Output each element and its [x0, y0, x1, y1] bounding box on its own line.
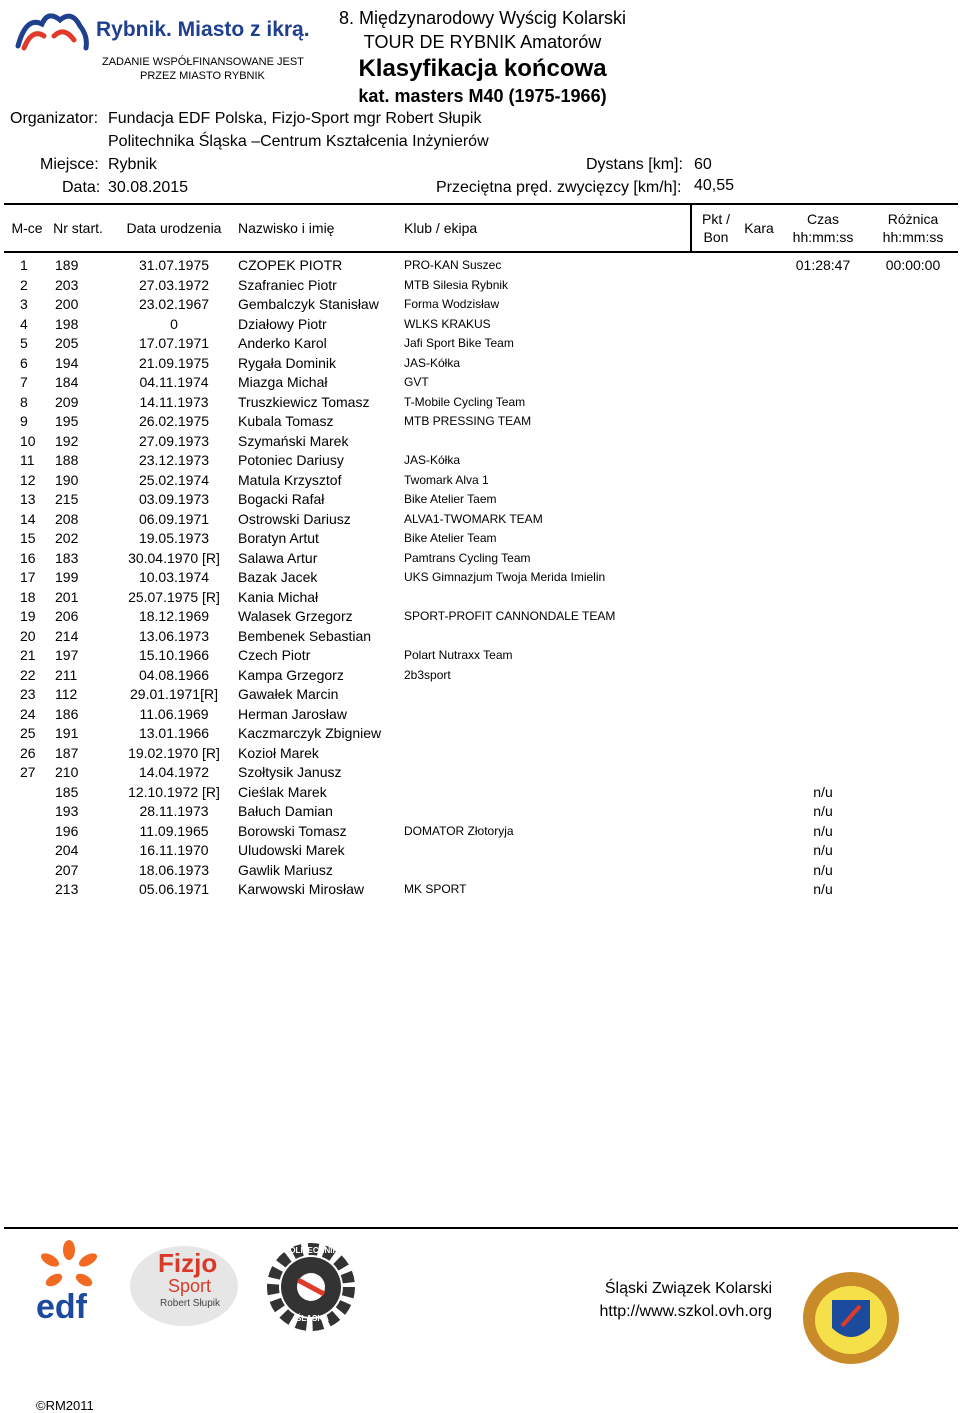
cell-nr: 192 [55, 432, 79, 449]
fizjo-logo-line3: Robert Słupik [160, 1298, 221, 1309]
cell-dob: 18.06.1973 [138, 861, 210, 878]
cell-dob: 12.10.1972 [R] [128, 783, 220, 800]
cell-nr: 186 [55, 705, 79, 722]
cell-pos: 3 [20, 296, 28, 312]
results-table [0, 256, 960, 900]
cell-pos: 7 [20, 374, 28, 390]
cell-pos: 16 [20, 549, 36, 566]
cell-club: Bike Atelier Team [404, 531, 497, 545]
cell-name: Anderko Karol [238, 335, 327, 351]
cell-name: Potoniec Dariusy [238, 452, 344, 468]
cell-name: Bałuch Damian [238, 803, 333, 819]
cell-nr: 189 [55, 257, 79, 273]
table-row [0, 315, 960, 335]
cycling-federation-badge-icon [800, 1266, 902, 1366]
cell-pos: 27 [20, 764, 36, 780]
speed-label: Przeciętna pręd. zwycięzcy [km/h]: [436, 179, 682, 196]
cell-pos: 10 [20, 432, 36, 449]
speed-value: 40,55 [694, 177, 735, 194]
cell-pos: 24 [20, 705, 36, 722]
cell-dob: 26.02.1975 [138, 413, 210, 429]
fizjo-logo-line2: Sport [168, 1276, 212, 1296]
cell-club: Jafi Sport Bike Team [404, 336, 514, 350]
organizer-label: Organizator: [10, 110, 99, 127]
cell-club: WLKS KRAKUS [404, 316, 491, 331]
table-row [0, 861, 960, 881]
cell-nr: 185 [55, 783, 79, 800]
cell-dob: 04.11.1974 [139, 374, 209, 390]
cell-name: Czech Piotr [238, 647, 311, 663]
cell-dob: 14.11.1973 [139, 393, 209, 410]
table-row [0, 724, 960, 744]
cell-pos: 20 [20, 627, 36, 644]
cell-name: Borowski Tomasz [238, 822, 347, 839]
cell-name: Bogacki Rafał [238, 491, 325, 507]
page-title: Klasyfikacja końcowa [358, 55, 607, 82]
cell-dob: 28.11.1973 [139, 803, 209, 819]
table-row [0, 256, 960, 276]
cell-club: T-Mobile Cycling Team [404, 394, 526, 409]
cell-nr: 214 [55, 627, 79, 644]
table-row [0, 822, 960, 842]
cell-diff: 00:00:00 [885, 257, 941, 273]
fizjo-sport-logo [130, 1246, 238, 1326]
table-row [0, 627, 960, 647]
table-row [0, 276, 960, 296]
cell-nr: 213 [55, 881, 79, 897]
table-row [0, 646, 960, 666]
cell-club: ALVA1-TWOMARK TEAM [404, 511, 543, 526]
table-row [0, 549, 960, 569]
cell-name: Kubala Tomasz [238, 413, 334, 429]
cell-name: Działowy Piotr [238, 315, 327, 332]
cell-dob: 13.01.1966 [138, 725, 210, 741]
distance-label: Dystans [km]: [586, 156, 683, 173]
cell-time: n/u [813, 822, 833, 839]
cell-dob: 17.07.1971 [138, 335, 210, 351]
cell-club: JAS-Kółka [404, 355, 461, 370]
cell-nr: 190 [55, 471, 79, 488]
cell-dob: 14.04.1972 [138, 764, 210, 780]
cell-nr: 183 [55, 549, 79, 566]
cell-dob: 06.09.1971 [138, 510, 210, 527]
cell-time: n/u [813, 783, 833, 800]
cell-club: GVT [404, 375, 429, 389]
cell-time: n/u [813, 803, 833, 819]
cell-nr: 195 [55, 413, 79, 429]
cell-name: Kania Michał [238, 588, 319, 605]
cell-pos: 6 [20, 354, 28, 371]
table-row [0, 432, 960, 452]
cell-pos: 8 [20, 393, 28, 410]
cell-name: Gembalczyk Stanisław [238, 296, 379, 312]
cell-pos: 25 [20, 725, 36, 741]
cell-nr: 211 [55, 666, 78, 683]
cell-club: PRO-KAN Suszec [404, 258, 502, 272]
col-dob: Data urodzenia [126, 220, 222, 236]
col-time-line1: Czas [807, 211, 839, 227]
cell-dob: 31.07.1975 [138, 257, 210, 273]
cell-pos: 26 [20, 744, 36, 761]
federation-url[interactable]: http://www.szkol.ovh.org [599, 1303, 772, 1320]
fizjo-logo-line1: Fizjo [158, 1248, 218, 1278]
place-label: Miejsce: [40, 156, 99, 173]
edf-logo [34, 1240, 104, 1324]
cell-nr: 208 [55, 510, 79, 527]
cell-time: n/u [813, 881, 833, 897]
cell-dob: 10.03.1974 [138, 569, 210, 585]
cell-pos: 21 [20, 647, 36, 663]
cell-nr: 205 [55, 335, 79, 351]
table-row [0, 295, 960, 315]
table-row [0, 490, 960, 510]
federation-info [599, 1277, 772, 1323]
cell-name: Rygała Dominik [238, 354, 337, 371]
cell-dob: 23.02.1967 [138, 296, 210, 312]
cell-name: Salawa Artur [238, 549, 318, 566]
cell-nr: 198 [55, 315, 79, 332]
col-club: Klub / ekipa [404, 220, 478, 236]
rybnik-fish-icon [14, 6, 94, 56]
cell-nr: 196 [55, 822, 79, 839]
cell-nr: 193 [55, 803, 79, 819]
cell-nr: 191 [55, 725, 79, 741]
politechnika-logo-bottom: ŚLĄSKA [296, 1314, 329, 1323]
cell-name: Bazak Jacek [238, 569, 318, 585]
col-name: Nazwisko i imię [238, 220, 335, 236]
cell-pos: 18 [20, 588, 36, 605]
cell-pos: 5 [20, 335, 28, 351]
cell-nr: 184 [55, 374, 79, 390]
cell-name: Szafraniec Piotr [238, 276, 337, 293]
footer-divider [4, 1227, 958, 1229]
cell-nr: 197 [55, 647, 79, 663]
cell-club: Forma Wodzisław [404, 297, 500, 311]
title-line2: TOUR DE RYBNIK Amatorów [363, 32, 602, 52]
rybnik-sponsor-logo [14, 6, 314, 86]
cell-club: MTB PRESSING TEAM [404, 414, 532, 428]
cell-pos: 1 [20, 257, 28, 273]
cell-time: 01:28:47 [795, 257, 851, 273]
table-row [0, 373, 960, 393]
cell-dob: 23.12.1973 [138, 452, 210, 468]
category-title: kat. masters M40 (1975-1966) [358, 86, 607, 106]
title-line1: 8. Międzynarodowy Wyścig Kolarski [339, 8, 626, 28]
cell-pos: 11 [20, 452, 35, 468]
cell-dob: 0 [170, 315, 178, 332]
cell-name: Gawlik Mariusz [238, 861, 333, 878]
cell-nr: 209 [55, 393, 79, 410]
title-block [300, 6, 665, 108]
col-nr: Nr start. [53, 220, 103, 236]
table-row [0, 588, 960, 608]
place-value: Rybnik [108, 156, 157, 173]
cell-time: n/u [813, 842, 833, 858]
cell-name: Szołtysik Janusz [238, 764, 342, 780]
table-row [0, 607, 960, 627]
cell-pos: 2 [20, 276, 28, 293]
cell-dob: 04.08.1966 [138, 666, 210, 683]
col-kara: Kara [744, 220, 774, 236]
table-row [0, 666, 960, 686]
cell-club: UKS Gimnazjum Twoja Merida Imielin [404, 570, 606, 584]
cell-club: SPORT-PROFIT CANNONDALE TEAM [404, 609, 616, 623]
table-row [0, 802, 960, 822]
cell-dob: 11.09.1965 [139, 822, 209, 839]
edf-logo-text: edf [36, 1288, 87, 1326]
table-row [0, 783, 960, 803]
cell-pos: 22 [20, 666, 36, 683]
cell-dob: 15.10.1966 [138, 647, 210, 663]
cell-nr: 188 [55, 452, 79, 468]
politechnika-logo-top: POLITECHNIKA [284, 1246, 344, 1255]
sponsor-line2: PRZEZ MIASTO RYBNIK [140, 70, 265, 82]
table-row [0, 880, 960, 900]
table-row [0, 841, 960, 861]
cell-club: Pamtrans Cycling Team [404, 550, 531, 565]
cell-nr: 194 [55, 354, 79, 371]
cell-club: DOMATOR Złotoryja [404, 823, 514, 838]
table-row [0, 354, 960, 374]
cell-dob: 18.12.1969 [138, 608, 210, 624]
cell-nr: 210 [55, 764, 79, 780]
date-label: Data: [62, 179, 101, 196]
cell-nr: 112 [55, 686, 78, 702]
col-diff-line1: Różnica [887, 211, 939, 227]
cell-nr: 206 [55, 608, 79, 624]
col-pkt-line2: Bon [703, 229, 729, 245]
cell-dob: 19.05.1973 [138, 530, 210, 546]
szkol-badge-logo [800, 1266, 902, 1366]
table-row [0, 393, 960, 413]
cell-dob: 30.04.1970 [R] [128, 549, 220, 566]
organizer-line1: Fundacja EDF Polska, Fizjo-Sport mgr Robert Słupik [108, 110, 482, 127]
cell-dob: 13.06.1973 [138, 627, 210, 644]
date-value: 30.08.2015 [108, 179, 189, 196]
cell-nr: 207 [55, 861, 79, 878]
table-row [0, 568, 960, 588]
table-row [0, 685, 960, 705]
cell-dob: 27.03.1972 [138, 276, 210, 293]
header-divider [690, 205, 692, 251]
cell-club: 2b3sport [404, 667, 451, 682]
cell-club: JAS-Kółka [404, 453, 461, 467]
table-row [0, 744, 960, 764]
cell-dob: 25.02.1974 [138, 471, 210, 488]
sponsor-brand: Rybnik. Miasto z ikrą. [96, 18, 310, 41]
cell-name: Matula Krzysztof [238, 471, 342, 488]
table-header [4, 203, 958, 253]
cell-pos: 9 [20, 413, 28, 429]
table-row [0, 471, 960, 491]
cell-club: MK SPORT [404, 882, 467, 896]
cell-nr: 199 [55, 569, 79, 585]
sponsor-line1: ZADANIE WSPÓŁFINANSOWANE JEST [102, 56, 304, 68]
table-row [0, 705, 960, 725]
cell-name: Bembenek Sebastian [238, 627, 372, 644]
copyright: ©RM2011 [36, 1398, 94, 1413]
col-pos: M-ce [11, 220, 43, 236]
cell-dob: 27.09.1973 [138, 432, 210, 449]
table-row [0, 451, 960, 471]
cell-dob: 25.07.1975 [R] [128, 588, 220, 605]
table-row [0, 763, 960, 783]
cell-nr: 204 [55, 842, 79, 858]
col-pkt-line1: Pkt / [701, 211, 730, 227]
cell-club: Twomark Alva 1 [404, 472, 489, 487]
cell-dob: 16.11.1970 [139, 842, 209, 858]
table-row [0, 529, 960, 549]
cell-pos: 4 [20, 315, 28, 332]
table-row [0, 510, 960, 530]
cell-pos: 14 [20, 510, 36, 527]
cell-dob: 29.01.1971[R] [130, 686, 218, 702]
cell-nr: 187 [55, 744, 79, 761]
politechnika-logo [262, 1242, 360, 1332]
cell-club: Bike Atelier Taem [404, 492, 497, 506]
cell-name: Herman Jarosław [238, 705, 347, 722]
cell-pos: 17 [20, 569, 36, 585]
cell-nr: 201 [55, 588, 79, 605]
federation-name: Śląski Związek Kolarski [604, 1280, 772, 1297]
cell-dob: 03.09.1973 [138, 491, 210, 507]
distance-value: 60 [694, 156, 712, 173]
cell-name: Karwowski Mirosław [238, 881, 365, 897]
col-pkt [694, 205, 738, 251]
cell-pos: 19 [20, 608, 36, 624]
cell-name: Ostrowski Dariusz [238, 510, 351, 527]
cell-name: Truszkiewicz Tomasz [238, 393, 370, 410]
cell-name: Kampa Grzegorz [238, 666, 344, 683]
table-row [0, 412, 960, 432]
cell-name: Szymański Marek [238, 432, 349, 449]
cell-name: Kozioł Marek [238, 744, 319, 761]
cell-name: Miazga Michał [238, 374, 328, 390]
cell-name: Gawałek Marcin [238, 686, 339, 702]
cell-club: Polart Nutraxx Team [404, 648, 513, 662]
col-time [780, 205, 866, 251]
cell-name: Walasek Grzegorz [238, 608, 353, 624]
cell-dob: 05.06.1971 [138, 881, 210, 897]
cell-nr: 215 [55, 491, 79, 507]
cell-nr: 202 [55, 530, 79, 546]
cell-dob: 11.06.1969 [139, 705, 209, 722]
organizer-line2: Politechnika Śląska –Centrum Kształcenia Inżynierów [108, 133, 489, 150]
cell-name: Cieślak Marek [238, 783, 327, 800]
cell-name: Uludowski Marek [238, 842, 345, 858]
cell-pos: 23 [20, 686, 36, 702]
col-diff-line2: hh:mm:ss [882, 229, 944, 245]
col-time-line2: hh:mm:ss [792, 229, 854, 245]
col-diff [870, 205, 956, 251]
cell-name: Boratyn Artut [238, 530, 319, 546]
cell-dob: 21.09.1975 [138, 354, 210, 371]
table-row [0, 334, 960, 354]
cell-pos: 12 [20, 471, 36, 488]
cell-time: n/u [813, 861, 833, 878]
cell-club: MTB Silesia Rybnik [404, 277, 509, 292]
cell-pos: 13 [20, 491, 36, 507]
cell-name: CZOPEK PIOTR [238, 257, 343, 273]
cell-name: Kaczmarczyk Zbigniew [238, 725, 382, 741]
cell-nr: 200 [55, 296, 79, 312]
cell-pos: 15 [20, 530, 36, 546]
cell-nr: 203 [55, 276, 79, 293]
cell-dob: 19.02.1970 [R] [128, 744, 220, 761]
